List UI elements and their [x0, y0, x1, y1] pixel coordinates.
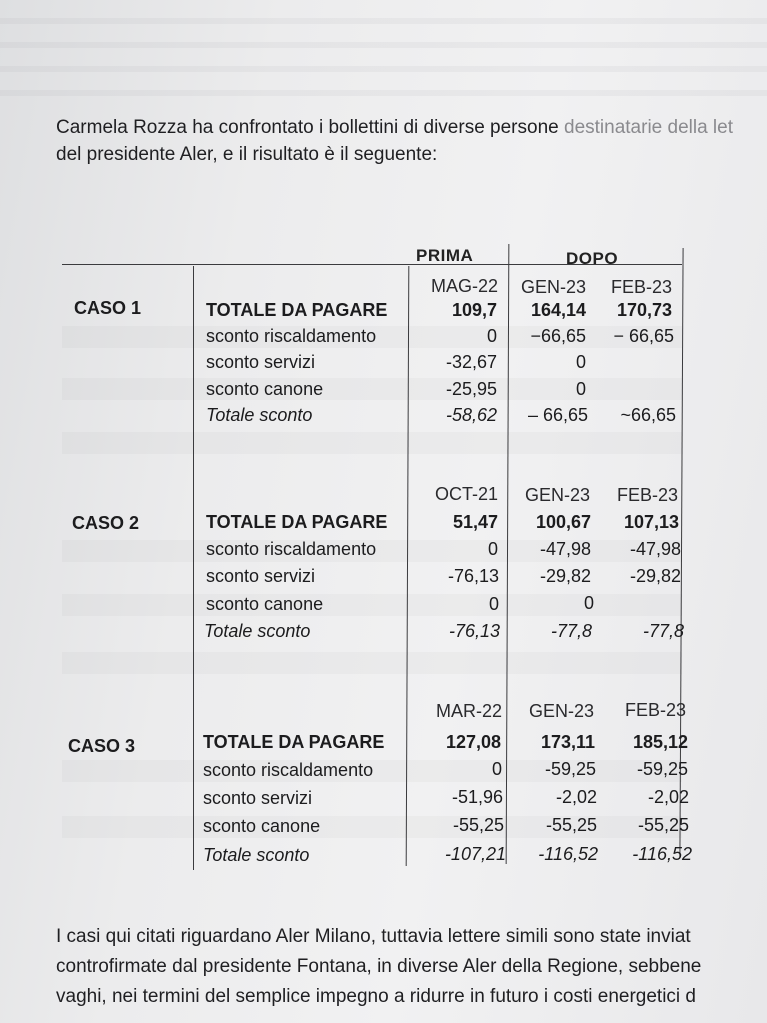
case-3-row-total-feb: 185,12 — [632, 732, 688, 752]
case-3-row-total-prima: 127,08 — [445, 732, 501, 752]
case-1-row-can-gen: 0 — [575, 379, 586, 399]
case-3-row-tsc-label: Totale sconto — [203, 845, 310, 865]
case-1-row-risc-gen: −66,65 — [530, 326, 586, 346]
case-3-name: CASO 3 — [68, 736, 136, 756]
intro-line-2: del presidente Aler, e il risultato è il seguente: — [56, 144, 438, 165]
case-2-row-risc-label: sconto riscaldamento — [206, 539, 377, 559]
case-3-row-serv-label: sconto servizi — [203, 788, 313, 808]
case-2-row-tsc-prima: -76,13 — [448, 621, 500, 641]
case-3-row-can-feb: -55,25 — [637, 815, 689, 835]
row-shade — [62, 432, 682, 454]
row-shade — [62, 652, 682, 674]
case-2-row-serv-prima: -76,13 — [447, 566, 499, 586]
case-1-date-prima: MAG-22 — [430, 276, 498, 296]
case-1-row-can-prima: -25,95 — [445, 379, 497, 399]
case-2-row-tsc-label: Totale sconto — [204, 621, 311, 641]
case-1-row-risc-prima: 0 — [486, 326, 497, 346]
case-3-row-total-gen: 173,11 — [540, 732, 595, 752]
case-2-row-tsc-gen: -77,8 — [550, 621, 592, 641]
case-1-row-total-label: TOTALE DA PAGARE — [206, 300, 388, 320]
case-1-row-serv-gen: 0 — [575, 352, 586, 372]
case-2-row-tsc-feb: -77,8 — [642, 621, 684, 641]
case-1-row-risc-label: sconto riscaldamento — [206, 326, 377, 346]
case-2-row-total-prima: 51,47 — [452, 512, 498, 532]
case-3-row-risc-gen: -59,25 — [544, 759, 596, 779]
case-3-row-serv-gen: -2,02 — [555, 787, 597, 807]
case-1-date-feb: FEB-23 — [610, 277, 672, 297]
case-3-date-prima: MAR-22 — [435, 701, 502, 721]
case-2-row-total-gen: 100,67 — [535, 512, 591, 532]
case-3-row-risc-feb: -59,25 — [636, 759, 688, 779]
case-1-row-risc-feb: − 66,65 — [613, 326, 674, 346]
case-2-row-can-gen: 0 — [583, 593, 594, 613]
case-2-row-risc-prima: 0 — [487, 539, 498, 559]
case-3-row-can-prima: -55,25 — [452, 815, 504, 835]
intro-line-1 — [56, 114, 733, 141]
case-1-row-total-gen: 164,14 — [530, 300, 586, 320]
case-3-row-risc-label: sconto riscaldamento — [203, 760, 374, 780]
case-3-date-gen: GEN-23 — [528, 701, 594, 721]
case-1-row-tsc-gen: – 66,65 — [527, 405, 588, 425]
case-3-row-risc-prima: 0 — [491, 759, 502, 779]
case-2-name: CASO 2 — [72, 513, 140, 533]
case-1-name: CASO 1 — [74, 298, 142, 318]
case-3-row-serv-feb: -2,02 — [647, 787, 689, 807]
case-3-row-can-label: sconto canone — [203, 816, 321, 836]
col-rule-label — [193, 266, 194, 870]
case-1-row-total-prima: 109,7 — [451, 300, 497, 320]
case-2-row-serv-gen: -29,82 — [539, 566, 591, 586]
case-2-date-gen: GEN-23 — [524, 485, 590, 505]
intro-paragraph — [56, 114, 733, 168]
case-1-row-tsc-feb: ~66,65 — [620, 405, 676, 425]
case-2-date-feb: FEB-23 — [616, 485, 678, 505]
outro-line-2: controfirmate dal presidente Fontana, in diverse Aler della Regione, sebbene — [56, 956, 702, 977]
case-3-row-tsc-feb: -116,52 — [632, 844, 692, 864]
case-3-row-tsc-prima: -107,21 — [444, 844, 506, 864]
case-2-row-serv-label: sconto servizi — [206, 566, 316, 586]
case-2-row-total-label: TOTALE DA PAGARE — [206, 512, 388, 532]
case-2-row-risc-gen: -47,98 — [539, 539, 591, 559]
case-2-date-prima: OCT-21 — [434, 484, 498, 504]
case-1-date-gen: GEN-23 — [520, 277, 586, 297]
intro-line-1-main: Carmela Rozza ha confrontato i bollettini di diverse persone — [56, 117, 564, 138]
case-2-row-serv-feb: -29,82 — [629, 566, 681, 586]
case-3-row-can-gen: -55,25 — [545, 815, 597, 835]
case-1-row-serv-label: sconto servizi — [206, 352, 316, 372]
case-2-row-risc-feb: -47,98 — [629, 539, 681, 559]
closing-paragraph — [56, 922, 701, 1012]
intro-line-1-faded: destinatarie della let — [564, 117, 733, 138]
case-2-row-total-feb: 107,13 — [623, 512, 679, 532]
row-shade — [62, 378, 682, 400]
case-3-row-tsc-gen: -116,52 — [538, 844, 598, 864]
case-1-row-serv-prima: -32,67 — [445, 352, 497, 372]
header-dopo: DOPO — [566, 249, 619, 268]
case-1-row-tsc-label: Totale sconto — [206, 405, 313, 425]
case-3-row-total-label: TOTALE DA PAGARE — [203, 732, 385, 752]
bleed-through-text — [0, 0, 767, 100]
outro-line-1: I casi qui citati riguardano Aler Milano, tuttavia lettere simili sono state inviat — [56, 926, 691, 947]
outro-line-3: vaghi, nei termini del semplice impegno a ridurre in futuro i costi energetici d — [56, 986, 696, 1007]
case-1-row-tsc-prima: -58,62 — [445, 405, 497, 425]
case-2-row-can-label: sconto canone — [206, 594, 324, 614]
case-1-row-can-label: sconto canone — [206, 379, 324, 399]
case-2-row-can-prima: 0 — [488, 594, 499, 614]
case-1-row-total-feb: 170,73 — [616, 300, 672, 320]
case-3-date-feb: FEB-23 — [624, 700, 686, 720]
case-3-row-serv-prima: -51,96 — [451, 787, 503, 807]
header-prima: PRIMA — [416, 246, 474, 265]
